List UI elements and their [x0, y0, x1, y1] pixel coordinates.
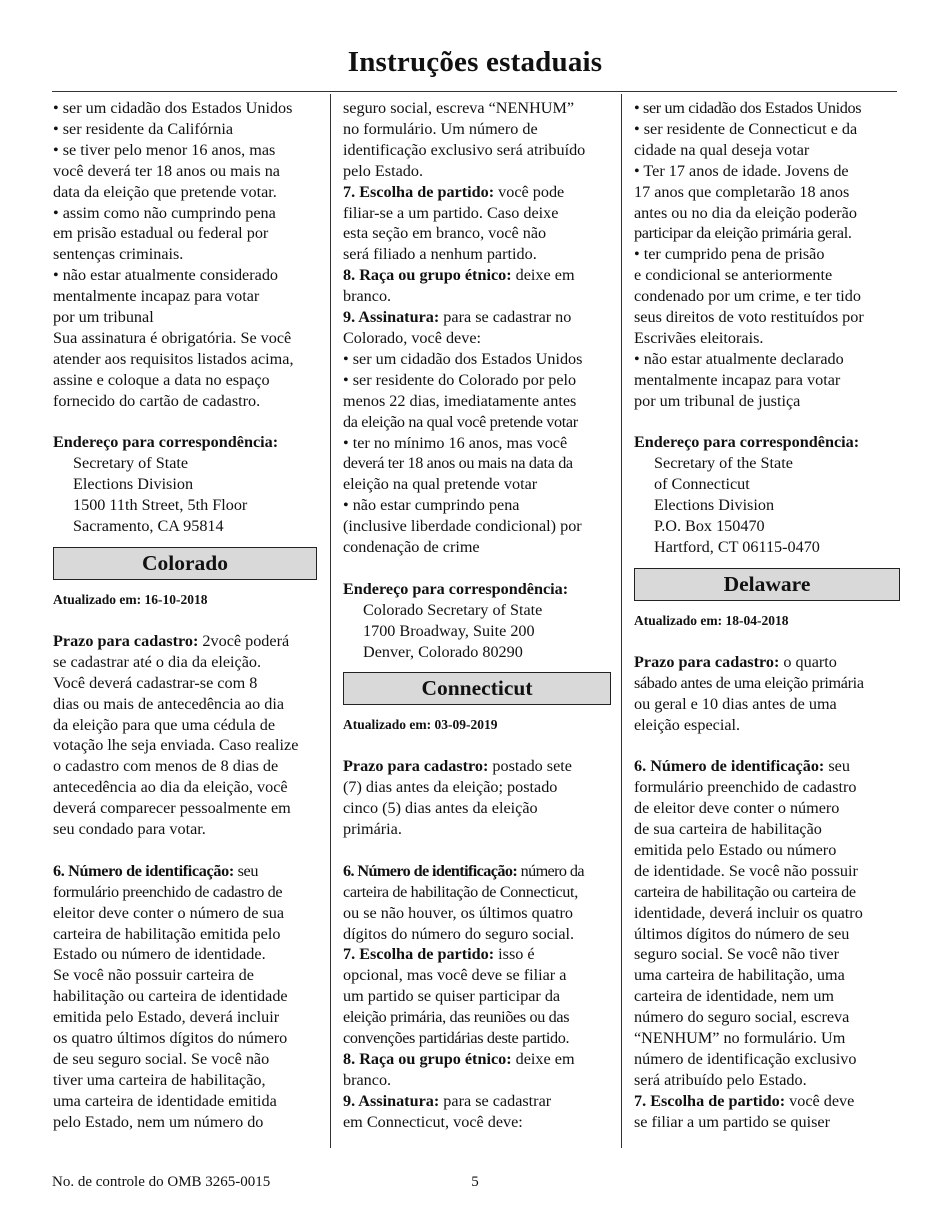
text-line: fornecido do cartão de cadastro.	[53, 391, 261, 410]
text-line: e condicional se anteriormente	[634, 266, 833, 285]
text-line: eleitor deve conter o número de sua	[53, 903, 285, 922]
text-line: dias ou mais de antecedência ao dia	[53, 694, 285, 713]
text-line: por um tribunal de justiça	[634, 391, 801, 410]
text-line: de sua carteira de habilitação	[634, 820, 822, 839]
text-line: • não estar cumprindo pena	[343, 496, 520, 515]
text-line: Prazo para cadastro: o quarto	[634, 652, 837, 671]
column-divider	[330, 94, 331, 1148]
text-line: dígitos do número do seguro social.	[343, 924, 575, 943]
text-line: Prazo para cadastro: 2você poderá	[53, 631, 290, 650]
text-line: • ter no mínimo 16 anos, mas você	[343, 433, 568, 452]
text-line: Escrivães eleitorais.	[634, 328, 764, 347]
text-line: formulário preenchido de cadastro	[634, 778, 857, 797]
mailing-address-label: Endereço para correspondência:	[53, 433, 279, 452]
text-line: em prisão estadual ou federal por	[53, 224, 269, 243]
text-line: • ser um cidadão dos Estados Unidos	[343, 349, 583, 368]
text-line: branco.	[343, 287, 392, 306]
text-line: será filiado a nenhum partido.	[343, 245, 537, 264]
mailing-address-line: Denver, Colorado 80290	[363, 642, 523, 661]
text-line: 8. Raça ou grupo étnico: deixe em	[343, 266, 575, 285]
text-line: ou se não houver, os últimos quatro	[343, 903, 573, 922]
text-line: condenação de crime	[343, 538, 480, 557]
mailing-address-line: Secretary of the State	[654, 454, 793, 473]
text-line: seus direitos de voto restituídos por	[634, 308, 864, 327]
updated-date: Atualizado em: 03-09-2019	[343, 717, 498, 733]
text-line: pelo Estado, nem um número do	[53, 1112, 264, 1131]
text-line: você deverá ter 18 anos ou mais na	[53, 161, 280, 180]
text-line: em Connecticut, você deve:	[343, 1112, 523, 1131]
mailing-address-line: Sacramento, CA 95814	[73, 517, 224, 536]
text-line: de eleitor deve conter o número	[634, 799, 840, 818]
text-line: seguro social, escreva “NENHUM”	[343, 99, 575, 117]
text-line: 7. Escolha de partido: você deve	[634, 1091, 855, 1110]
text-line: identificação exclusivo será atribuído	[343, 140, 586, 159]
text-line: (inclusive liberdade condicional) por	[343, 517, 582, 536]
text-line: será atribuído pelo Estado.	[634, 1070, 807, 1089]
text-line: primária.	[343, 820, 402, 839]
text-line: número de identificação exclusivo	[634, 1050, 857, 1069]
text-line: de identidade. Se você não possuir	[634, 861, 858, 880]
text-line: os quatro últimos dígitos do número	[53, 1029, 288, 1048]
text-line: emitida pelo Estado, deverá incluir	[53, 1008, 280, 1027]
text-line: 17 anos que completarão 18 anos	[634, 182, 850, 201]
text-line: pelo Estado.	[343, 161, 424, 180]
state-heading-colorado: Colorado	[53, 547, 317, 580]
text-line: da eleição na qual você pretende votar	[343, 412, 578, 431]
text-line: convenções partidárias deste partido.	[343, 1029, 570, 1048]
text-line: • ser residente da Califórnia	[53, 119, 234, 138]
text-line: data da eleição que pretende votar.	[53, 182, 277, 201]
text-line: Estado ou número de identidade.	[53, 945, 266, 964]
text-line: carteira de habilitação ou carteira de	[634, 882, 856, 901]
text-line: cinco (5) dias antes da eleição	[343, 799, 538, 818]
text-line: condenado por um crime, e ter tido	[634, 287, 861, 306]
text-line: identidade, deverá incluir os quatro	[634, 903, 863, 922]
text-line: por um tribunal	[53, 308, 154, 327]
state-heading-connecticut: Connecticut	[343, 672, 611, 705]
text-line: no formulário. Um número de	[343, 119, 538, 138]
text-line: • não estar atualmente declarado	[634, 349, 844, 368]
text-line: Sua assinatura é obrigatória. Se você	[53, 328, 292, 347]
text-line: sentenças criminais.	[53, 245, 184, 264]
mailing-address-line: Hartford, CT 06115-0470	[654, 538, 820, 557]
mailing-address-line: Colorado Secretary of State	[363, 600, 543, 619]
text-line: uma carteira de identidade emitida	[53, 1091, 277, 1110]
text-line: carteira de identidade, nem um	[634, 987, 835, 1006]
column-3	[634, 98, 900, 1133]
mailing-address-line: of Connecticut	[654, 475, 750, 494]
page-number: 5	[471, 1174, 479, 1190]
text-line: 7. Escolha de partido: você pode	[343, 182, 565, 201]
mailing-address-label: Endereço para correspondência:	[634, 433, 860, 452]
text-line: seu condado para votar.	[53, 820, 206, 839]
text-line: • ser residente de Connecticut e da	[634, 119, 858, 138]
text-line: antecedência ao dia da eleição, você	[53, 778, 288, 797]
mailing-address-line: Elections Division	[654, 496, 775, 515]
text-line: filiar-se a um partido. Caso deixe	[343, 203, 559, 222]
text-line: branco.	[343, 1070, 392, 1089]
text-line: habilitação ou carteira de identidade	[53, 987, 288, 1006]
text-line: uma carteira de habilitação, uma	[634, 966, 845, 985]
mailing-address-line: Secretary of State	[73, 454, 189, 473]
text-line: mentalmente incapaz para votar	[53, 287, 260, 306]
text-line: • assim como não cumprindo pena	[53, 203, 276, 222]
page-title: Instruções estaduais	[347, 46, 603, 78]
text-line: participar da eleição primária geral.	[634, 224, 852, 243]
mailing-address-line: Elections Division	[73, 475, 194, 494]
state-heading-delaware: Delaware	[634, 568, 900, 601]
text-line: atender aos requisitos listados acima,	[53, 349, 294, 368]
text-line: Você deverá cadastrar-se com 8	[53, 673, 258, 692]
text-line: eleição primária, das reuniões ou das	[343, 1008, 570, 1027]
text-line: votação lhe seja enviada. Caso realize	[53, 736, 299, 755]
text-line: deverá comparecer pessoalmente em	[53, 799, 291, 818]
text-line: menos 22 dias, imediatamente antes	[343, 391, 577, 410]
text-line: 7. Escolha de partido: isso é	[343, 945, 535, 964]
text-line: de seu seguro social. Se você não	[53, 1050, 270, 1069]
mailing-address-line: 1500 11th Street, 5th Floor	[73, 496, 248, 515]
text-line: se filiar a um partido se quiser	[634, 1112, 830, 1131]
text-line: Colorado, você deve:	[343, 328, 481, 347]
text-line: 8. Raça ou grupo étnico: deixe em	[343, 1050, 575, 1069]
mailing-address-line: P.O. Box 150470	[654, 517, 765, 536]
text-line: número do seguro social, escreva	[634, 1008, 850, 1027]
text-line: “NENHUM” no formulário. Um	[634, 1029, 846, 1048]
text-line: formulário preenchido de cadastro de	[53, 882, 283, 901]
text-line: emitida pelo Estado ou número	[634, 840, 837, 859]
text-line: eleição na qual pretende votar	[343, 475, 538, 494]
column-1	[53, 98, 317, 1133]
text-line: seguro social. Se você não tiver	[634, 945, 839, 964]
text-line: Prazo para cadastro: postado sete	[343, 757, 572, 776]
text-line: • não estar atualmente considerado	[53, 266, 279, 285]
text-line: • ter cumprido pena de prisão	[634, 245, 825, 264]
text-line: 6. Número de identificação: seu	[634, 757, 850, 776]
text-line: 6. Número de identificação: número da	[343, 861, 584, 880]
text-line: • Ter 17 anos de idade. Jovens de	[634, 161, 849, 180]
text-line: esta seção em branco, você não	[343, 224, 547, 243]
text-line: sábado antes de uma eleição primária	[634, 673, 864, 692]
text-line: opcional, mas você deve se filiar a	[343, 966, 567, 985]
text-line: 6. Número de identificação: seu	[53, 861, 259, 880]
text-line: um partido se quiser participar da	[343, 987, 561, 1006]
text-line: • ser um cidadão dos Estados Unidos	[53, 99, 293, 117]
text-line: ou geral e 10 dias antes de uma	[634, 694, 837, 713]
text-line: 9. Assinatura: para se cadastrar no	[343, 308, 572, 327]
text-line: assine e coloque a data no espaço	[53, 370, 270, 389]
text-line: Se você não possuir carteira de	[53, 966, 254, 985]
text-line: últimos dígitos do número de seu	[634, 924, 850, 943]
text-line: eleição especial.	[634, 715, 741, 734]
updated-date: Atualizado em: 18-04-2018	[634, 612, 789, 628]
text-line: • se tiver pelo menor 16 anos, mas	[53, 140, 276, 159]
text-line: antes ou no dia da eleição poderão	[634, 203, 857, 222]
text-line: • ser residente do Colorado por pelo	[343, 370, 577, 389]
text-line: tiver uma carteira de habilitação,	[53, 1070, 266, 1089]
text-line: carteira de habilitação emitida pelo	[53, 924, 281, 943]
text-line: carteira de habilitação de Connecticut,	[343, 882, 578, 901]
text-line: 9. Assinatura: para se cadastrar	[343, 1091, 552, 1110]
title-divider	[52, 91, 897, 92]
mailing-address-label: Endereço para correspondência:	[343, 579, 569, 598]
column-divider	[621, 94, 622, 1148]
text-line: se cadastrar até o dia da eleição.	[53, 652, 262, 671]
updated-date: Atualizado em: 16-10-2018	[53, 592, 208, 608]
text-line: (7) dias antes da eleição; postado	[343, 778, 558, 797]
text-line: deverá ter 18 anos ou mais na data da	[343, 454, 573, 473]
column-2	[343, 98, 611, 1133]
omb-control-number: No. de controle do OMB 3265-0015	[52, 1174, 271, 1190]
text-line: o cadastro com menos de 8 dias de	[53, 757, 279, 776]
mailing-address-line: 1700 Broadway, Suite 200	[363, 621, 535, 640]
text-line: cidade na qual deseja votar	[634, 140, 810, 159]
text-line: • ser um cidadão dos Estados Unidos	[634, 99, 862, 117]
text-line: da eleição para que uma cédula de	[53, 715, 276, 734]
text-line: mentalmente incapaz para votar	[634, 370, 841, 389]
